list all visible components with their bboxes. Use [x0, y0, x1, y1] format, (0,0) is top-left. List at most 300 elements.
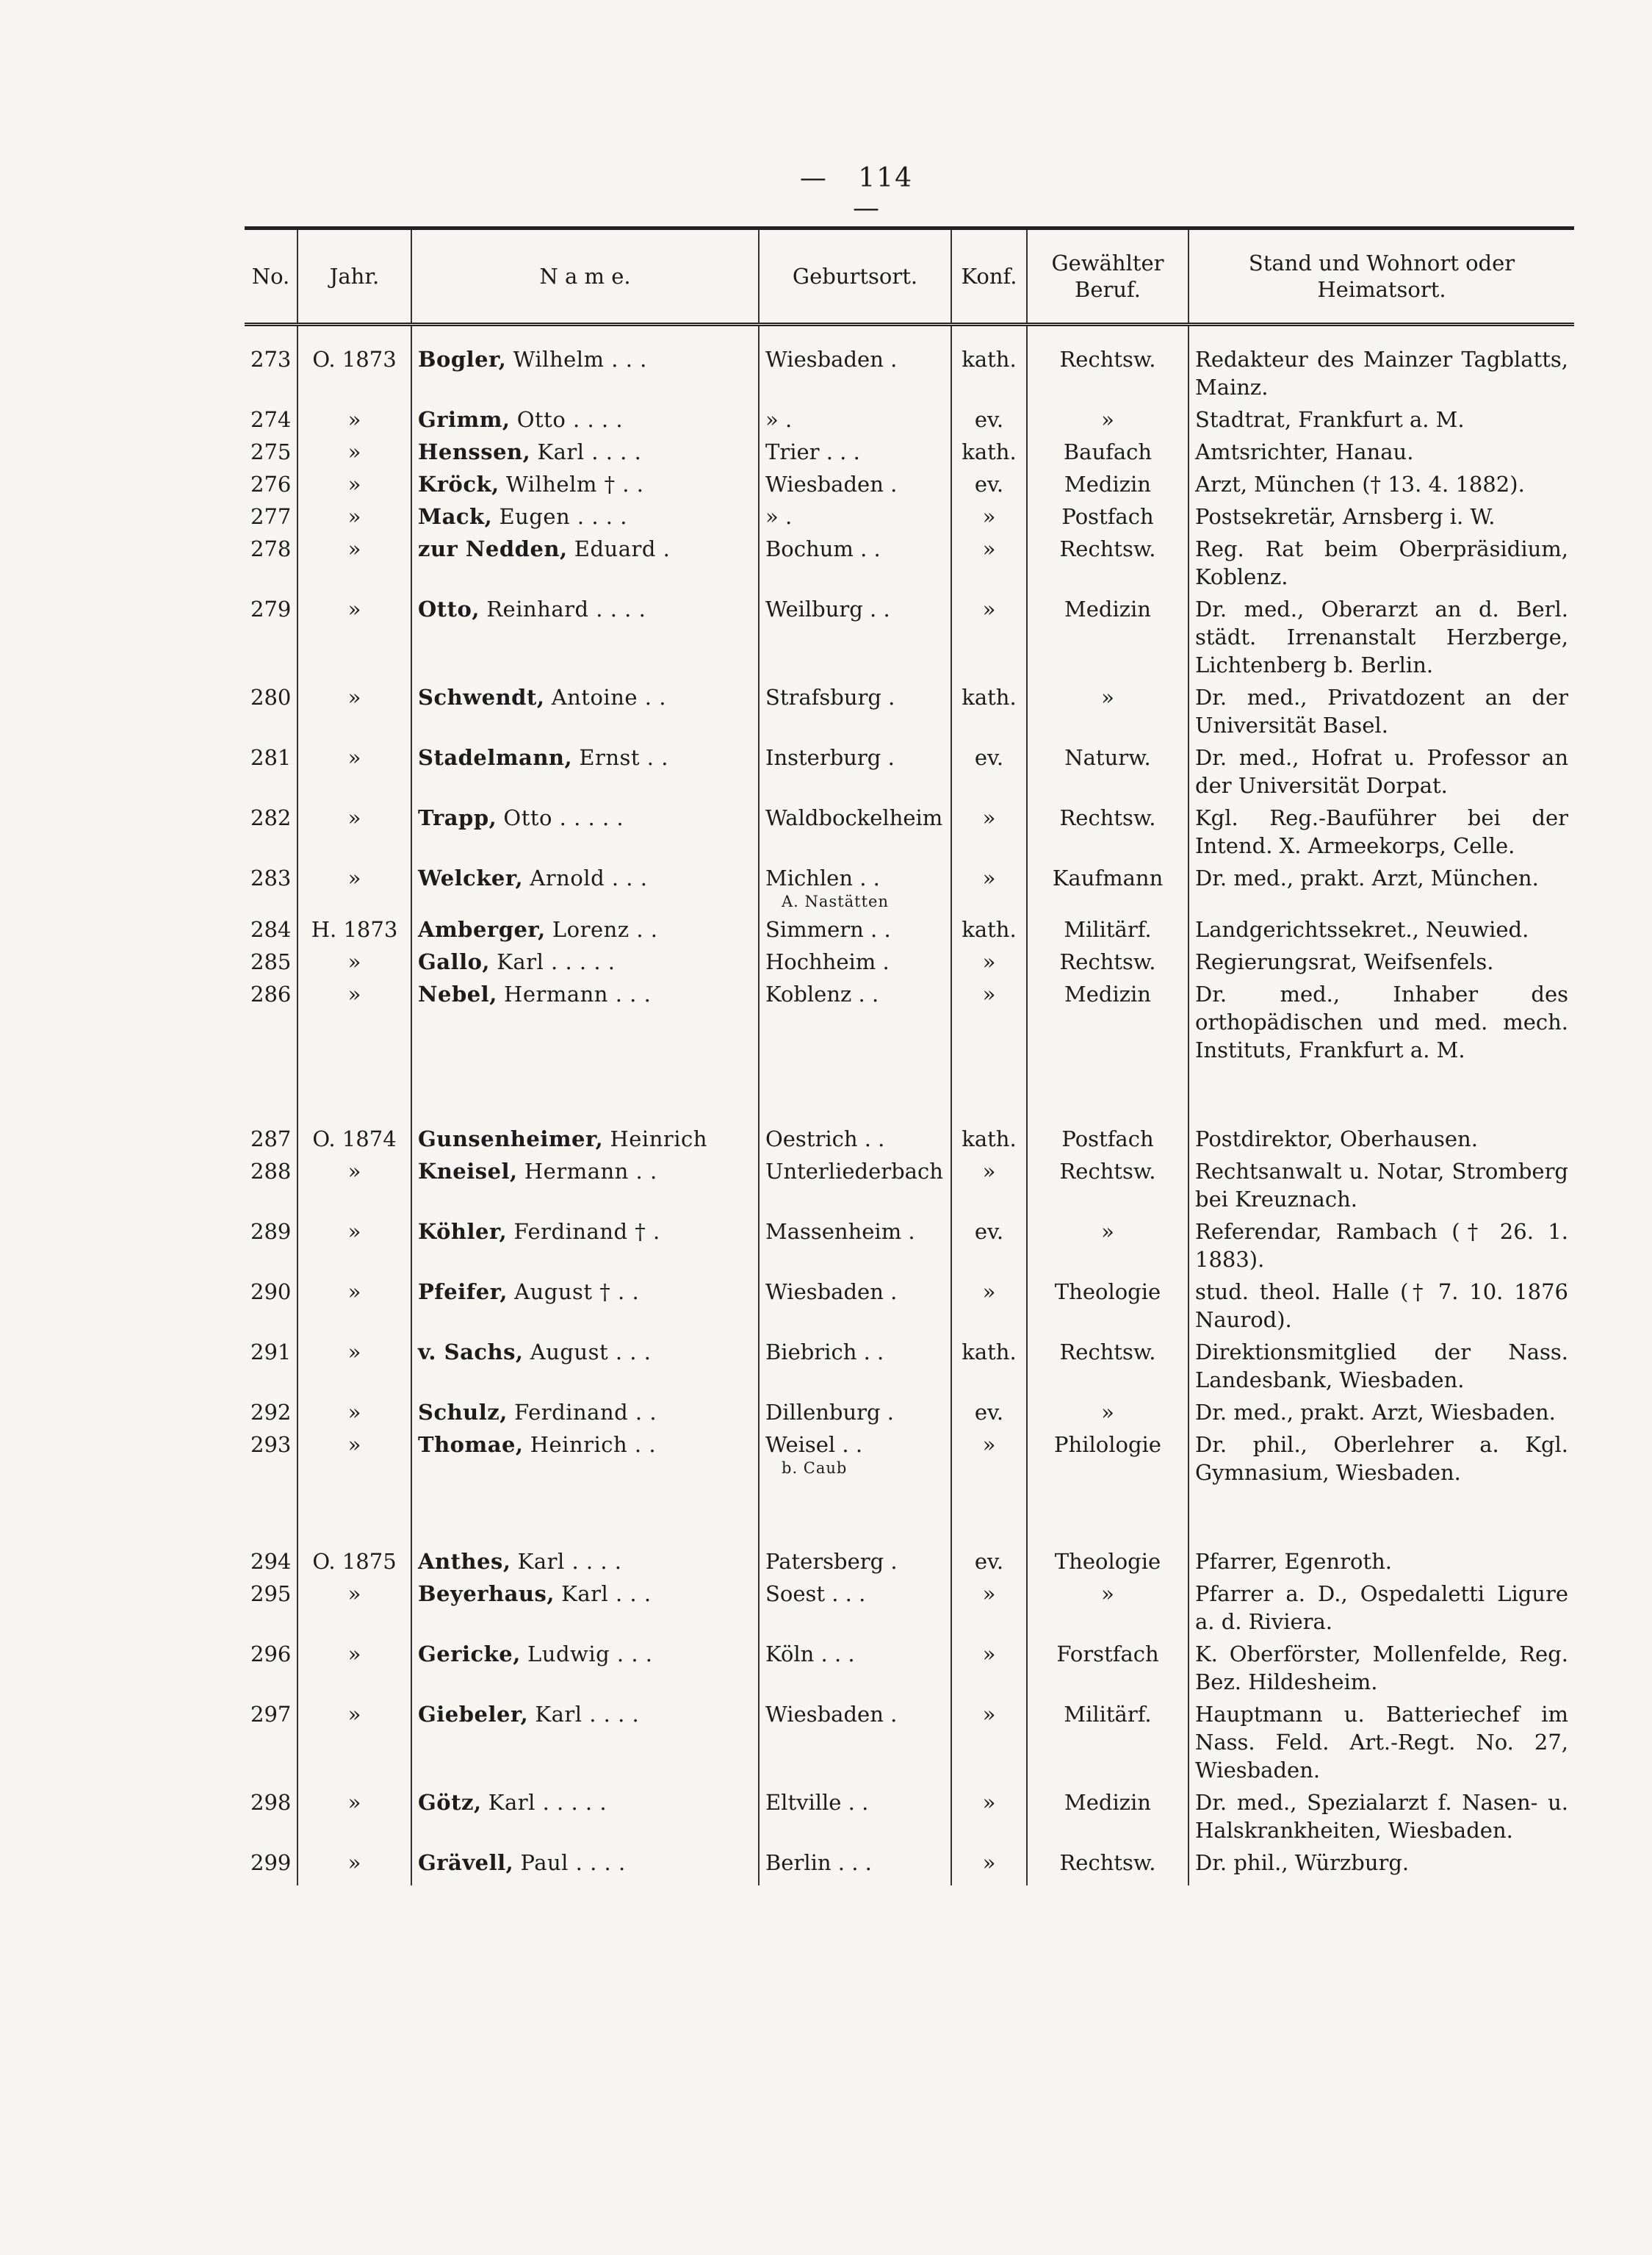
- cell-jahr: »: [297, 500, 411, 533]
- cell-name: [411, 500, 759, 533]
- given-name: Antoine . .: [551, 685, 666, 710]
- cell-jahr: »: [297, 1336, 411, 1396]
- geburtsort-text: Strafsburg .: [765, 685, 895, 710]
- geburtsort-text: Hochheim .: [765, 949, 890, 974]
- given-name: Ludwig . . .: [527, 1641, 653, 1666]
- cell-name: [411, 978, 759, 1066]
- given-name: Wilhelm † . .: [505, 472, 644, 497]
- cell-beruf: »: [1027, 1215, 1188, 1276]
- cell-no: 292: [250, 1400, 292, 1425]
- cell-name: [411, 325, 759, 404]
- cell-stand: stud. theol. Halle († 7. 10. 1876 Naurod).: [1188, 1276, 1574, 1336]
- header-name: N a m e.: [411, 229, 759, 325]
- cell-konf: »: [951, 1276, 1027, 1336]
- cell-konf: »: [951, 1846, 1027, 1885]
- cell-geburtsort: [759, 436, 951, 468]
- given-name: Karl . . . . .: [488, 1790, 607, 1815]
- cell-name: [411, 1786, 759, 1846]
- cell-beruf: Medizin: [1027, 468, 1188, 500]
- cell-name: [411, 1066, 759, 1155]
- cell-konf: »: [951, 1428, 1027, 1489]
- cell-geburtsort: [759, 913, 951, 946]
- given-name: Otto . . . . .: [503, 805, 624, 830]
- cell-geburtsort: [759, 1489, 951, 1578]
- cell-name: [411, 913, 759, 946]
- surname: Otto,: [418, 597, 480, 622]
- cell-jahr: »: [297, 533, 411, 593]
- cell-beruf: Medizin: [1027, 1786, 1188, 1846]
- cell-name: [411, 468, 759, 500]
- cell-jahr: H. 1873: [297, 913, 411, 946]
- surname: Pfeifer,: [418, 1279, 508, 1304]
- surname: Schwendt,: [418, 685, 545, 710]
- cell-konf: kath.: [951, 681, 1027, 741]
- cell-no: 282: [250, 805, 292, 830]
- cell-konf: »: [951, 946, 1027, 978]
- cell-stand: Hauptmann u. Batteriechef im Nass. Feld. Art.-Regt. No. 27, Wiesbaden.: [1188, 1698, 1574, 1786]
- given-name: Eduard .: [574, 536, 671, 561]
- cell-geburtsort: [759, 1215, 951, 1276]
- cell-stand: Dr. phil., Würzburg.: [1188, 1846, 1574, 1885]
- table-row: [245, 1336, 1574, 1396]
- table-row: [245, 325, 1574, 404]
- cell-no: 281: [250, 745, 292, 770]
- given-name: Karl . . .: [561, 1581, 652, 1606]
- cell-konf: kath.: [951, 436, 1027, 468]
- cell-konf: ev.: [951, 468, 1027, 500]
- table-row: [245, 1786, 1574, 1846]
- surname: Köhler,: [418, 1219, 508, 1244]
- page-number-value: 114: [858, 163, 914, 193]
- cell-stand: Dr. med., Hofrat u. Professor an der Universität Dorpat.: [1188, 741, 1574, 802]
- table-row: [245, 978, 1574, 1066]
- given-name: August † . .: [514, 1279, 640, 1304]
- cell-no: 278: [250, 536, 292, 561]
- cell-no: 274: [250, 407, 292, 432]
- given-name: Hermann . . .: [504, 982, 652, 1007]
- page-number: [793, 163, 940, 223]
- cell-no: 285: [250, 949, 292, 974]
- geburtsort-text: Oestrich . .: [765, 1126, 885, 1151]
- cell-name: [411, 1578, 759, 1638]
- surname: Kröck,: [418, 472, 499, 497]
- cell-jahr: »: [297, 802, 411, 862]
- cell-stand: Referendar, Rambach († 26. 1. 1883).: [1188, 1215, 1574, 1276]
- geburtsort-text: Simmern . .: [765, 917, 891, 942]
- header-stand: Stand und Wohnort oder Heimatsort.: [1188, 229, 1574, 325]
- given-name: Ferdinand . .: [514, 1400, 657, 1425]
- given-name: Karl . . . .: [517, 1549, 622, 1574]
- cell-jahr: »: [297, 1396, 411, 1428]
- cell-stand: Pfarrer, Egenroth.: [1188, 1489, 1574, 1578]
- cell-name: [411, 862, 759, 913]
- cell-beruf: Theologie: [1027, 1276, 1188, 1336]
- cell-geburtsort: [759, 1638, 951, 1698]
- cell-stand: Dr. med., prakt. Arzt, Wiesbaden.: [1188, 1396, 1574, 1428]
- table-row: [245, 946, 1574, 978]
- cell-name: [411, 1396, 759, 1428]
- cell-geburtsort: [759, 1396, 951, 1428]
- cell-stand: Postsekretär, Arnsberg i. W.: [1188, 500, 1574, 533]
- cell-stand: Redakteur des Mainzer Tagblatts, Mainz.: [1188, 325, 1574, 404]
- cell-jahr: »: [297, 1846, 411, 1885]
- cell-geburtsort: [759, 802, 951, 862]
- geburtsort-text: Biebrich . .: [765, 1339, 884, 1364]
- table-row: [245, 1846, 1574, 1885]
- cell-name: [411, 1638, 759, 1698]
- cell-geburtsort: [759, 1066, 951, 1155]
- table-row: [245, 533, 1574, 593]
- cell-stand: Dr. med., Privatdozent an der Universität Basel.: [1188, 681, 1574, 741]
- cell-stand: Rechtsanwalt u. Notar, Stromberg bei Kreuznach.: [1188, 1155, 1574, 1215]
- cell-no: 277: [250, 504, 292, 529]
- surname: Gallo,: [418, 949, 491, 974]
- surname: Trapp,: [418, 805, 497, 830]
- cell-konf: ev.: [951, 1489, 1027, 1578]
- cell-geburtsort: [759, 978, 951, 1066]
- cell-jahr: »: [297, 741, 411, 802]
- surname: Amberger,: [418, 917, 546, 942]
- surname: Anthes,: [418, 1549, 511, 1574]
- cell-no: 286: [250, 982, 292, 1007]
- given-name: Eugen . . . .: [499, 504, 627, 529]
- cell-jahr: »: [297, 946, 411, 978]
- geburtsort-text: Weilburg . .: [765, 597, 890, 622]
- cell-jahr: O. 1873: [297, 325, 411, 404]
- cell-geburtsort: [759, 468, 951, 500]
- cell-stand: Dr. phil., Oberlehrer a. Kgl. Gymnasium, Wiesbaden.: [1188, 1428, 1574, 1489]
- cell-beruf: Rechtsw.: [1027, 325, 1188, 404]
- cell-no: 283: [250, 866, 292, 891]
- cell-stand: K. Oberförster, Mollenfelde, Reg. Bez. Hildesheim.: [1188, 1638, 1574, 1698]
- table-row: [245, 1638, 1574, 1698]
- geburtsort-text: Wiesbaden .: [765, 1279, 898, 1304]
- given-name: Paul . . . .: [520, 1850, 626, 1875]
- page-number-dash-left: —: [799, 163, 828, 193]
- cell-geburtsort: [759, 946, 951, 978]
- table-row: [245, 593, 1574, 681]
- cell-name: [411, 1846, 759, 1885]
- cell-geburtsort: [759, 533, 951, 593]
- cell-geburtsort: [759, 593, 951, 681]
- cell-konf: ev.: [951, 403, 1027, 436]
- surname: Götz,: [418, 1790, 482, 1815]
- geburtsort-text: Waldbockelheim: [765, 805, 943, 830]
- cell-geburtsort: [759, 1846, 951, 1885]
- geburtsort-text: Massenheim .: [765, 1219, 915, 1244]
- cell-name: [411, 1698, 759, 1786]
- cell-geburtsort: [759, 500, 951, 533]
- geburtsort-text: Wiesbaden .: [765, 472, 898, 497]
- geburtsort-sub: b. Caub: [782, 1459, 848, 1477]
- cell-konf: »: [951, 1786, 1027, 1846]
- cell-konf: »: [951, 533, 1027, 593]
- cell-beruf: Medizin: [1027, 978, 1188, 1066]
- table-row: [245, 1276, 1574, 1336]
- geburtsort-sub: A. Nastätten: [782, 893, 889, 910]
- cell-beruf: »: [1027, 1578, 1188, 1638]
- cell-no: 275: [250, 439, 292, 464]
- cell-beruf: Philologie: [1027, 1428, 1188, 1489]
- geburtsort-text: Soest . . .: [765, 1581, 866, 1606]
- header-beruf: Gewählter Beruf.: [1027, 229, 1188, 325]
- given-name: Karl . . . .: [537, 439, 642, 464]
- table-row: [245, 403, 1574, 436]
- table-row: [245, 681, 1574, 741]
- cell-stand: Arzt, München († 13. 4. 1882).: [1188, 468, 1574, 500]
- cell-konf: kath.: [951, 1336, 1027, 1396]
- table-row: [245, 741, 1574, 802]
- cell-beruf: »: [1027, 681, 1188, 741]
- cell-konf: ev.: [951, 1396, 1027, 1428]
- cell-geburtsort: [759, 1578, 951, 1638]
- cell-no: 290: [250, 1279, 292, 1304]
- given-name: August . . .: [530, 1339, 652, 1364]
- cell-no: 296: [250, 1641, 292, 1666]
- cell-geburtsort: [759, 1276, 951, 1336]
- table-row: [245, 1428, 1574, 1489]
- given-name: Karl . . . . .: [497, 949, 616, 974]
- surname: Henssen,: [418, 439, 531, 464]
- geburtsort-text: Michlen . .: [765, 866, 880, 891]
- surname: Nebel,: [418, 982, 497, 1007]
- given-name: Reinhard . . . .: [486, 597, 646, 622]
- table-row: [245, 1396, 1574, 1428]
- cell-beruf: Rechtsw.: [1027, 1336, 1188, 1396]
- table-header: [245, 229, 1574, 325]
- cell-jahr: »: [297, 1698, 411, 1786]
- register-table: [245, 226, 1574, 1885]
- table-row: [245, 1155, 1574, 1215]
- cell-beruf: Postfach: [1027, 1066, 1188, 1155]
- table-row: [245, 802, 1574, 862]
- cell-no: 295: [250, 1581, 292, 1606]
- geburtsort-text: Wiesbaden .: [765, 1702, 898, 1727]
- cell-name: [411, 1428, 759, 1489]
- cell-jahr: O. 1874: [297, 1066, 411, 1155]
- cell-geburtsort: [759, 325, 951, 404]
- cell-no: 284: [250, 917, 292, 942]
- cell-stand: Dr. med., Spezialarzt f. Nasen- u. Halskrankheiten, Wiesbaden.: [1188, 1786, 1574, 1846]
- geburtsort-text: Insterburg .: [765, 745, 895, 770]
- given-name: Wilhelm . . .: [513, 347, 647, 372]
- surname: Schulz,: [418, 1400, 508, 1425]
- cell-beruf: Theologie: [1027, 1489, 1188, 1578]
- geburtsort-text: Trier . . .: [765, 439, 860, 464]
- table-row: [245, 913, 1574, 946]
- cell-no: 293: [250, 1432, 292, 1457]
- cell-beruf: Forstfach: [1027, 1638, 1188, 1698]
- cell-geburtsort: [759, 403, 951, 436]
- geburtsort-text: Unterliederbach: [765, 1159, 943, 1184]
- cell-stand: Amtsrichter, Hanau.: [1188, 436, 1574, 468]
- cell-beruf: Medizin: [1027, 593, 1188, 681]
- cell-konf: ev.: [951, 741, 1027, 802]
- table-row: [245, 436, 1574, 468]
- surname: Welcker,: [418, 866, 524, 891]
- geburtsort-text: Bochum . .: [765, 536, 881, 561]
- cell-no: 298: [250, 1790, 292, 1815]
- cell-name: [411, 1155, 759, 1215]
- cell-konf: »: [951, 862, 1027, 913]
- cell-name: [411, 403, 759, 436]
- cell-stand: Dr. med., prakt. Arzt, München.: [1188, 862, 1574, 913]
- cell-no: 287: [250, 1126, 292, 1151]
- cell-jahr: »: [297, 862, 411, 913]
- cell-no: 291: [250, 1339, 292, 1364]
- geburtsort-text: Koblenz . .: [765, 982, 879, 1007]
- geburtsort-text: » .: [765, 407, 793, 432]
- cell-jahr: »: [297, 403, 411, 436]
- cell-konf: »: [951, 500, 1027, 533]
- cell-jahr: »: [297, 681, 411, 741]
- geburtsort-text: Berlin . . .: [765, 1850, 872, 1875]
- cell-konf: ev.: [951, 1215, 1027, 1276]
- given-name: Hermann . .: [524, 1159, 657, 1184]
- cell-konf: »: [951, 1698, 1027, 1786]
- surname: Giebeler,: [418, 1702, 529, 1727]
- cell-name: [411, 1489, 759, 1578]
- surname: Grimm,: [418, 407, 511, 432]
- cell-no: 297: [250, 1702, 292, 1727]
- cell-stand: Dr. med., Inhaber des orthopädischen und med. mech. Instituts, Frankfurt a. M.: [1188, 978, 1574, 1066]
- table-body: [245, 325, 1574, 1886]
- cell-beruf: Rechtsw.: [1027, 1155, 1188, 1215]
- given-name: Heinrich . .: [530, 1432, 657, 1457]
- table-row: [245, 1215, 1574, 1276]
- table-row: [245, 1489, 1574, 1578]
- table-row: [245, 862, 1574, 913]
- cell-jahr: »: [297, 1276, 411, 1336]
- surname: zur Nedden,: [418, 536, 568, 561]
- geburtsort-text: Weisel . .: [765, 1432, 863, 1457]
- geburtsort-text: Eltville . .: [765, 1790, 869, 1815]
- given-name: Arnold . . .: [530, 866, 648, 891]
- cell-no: 288: [250, 1159, 292, 1184]
- cell-konf: »: [951, 802, 1027, 862]
- cell-name: [411, 802, 759, 862]
- cell-name: [411, 741, 759, 802]
- cell-no: 276: [250, 472, 292, 497]
- surname: Stadelmann,: [418, 745, 573, 770]
- surname: Gunsenheimer,: [418, 1126, 604, 1151]
- cell-geburtsort: [759, 1786, 951, 1846]
- cell-geburtsort: [759, 741, 951, 802]
- cell-stand: Dr. med., Oberarzt an d. Berl. städt. Irrenanstalt Herzberge, Lichtenberg b. Berlin.: [1188, 593, 1574, 681]
- cell-konf: »: [951, 978, 1027, 1066]
- cell-stand: Stadtrat, Frankfurt a. M.: [1188, 403, 1574, 436]
- surname: Bogler,: [418, 347, 507, 372]
- cell-stand: Reg. Rat beim Oberpräsidium, Koblenz.: [1188, 533, 1574, 593]
- cell-no: 280: [250, 685, 292, 710]
- cell-name: [411, 1336, 759, 1396]
- cell-geburtsort: [759, 1336, 951, 1396]
- cell-konf: »: [951, 1578, 1027, 1638]
- cell-name: [411, 436, 759, 468]
- cell-konf: »: [951, 593, 1027, 681]
- surname: Thomae,: [418, 1432, 524, 1457]
- surname: Beyerhaus,: [418, 1581, 555, 1606]
- given-name: Ferdinand † .: [513, 1219, 660, 1244]
- cell-beruf: Kaufmann: [1027, 862, 1188, 913]
- cell-konf: »: [951, 1638, 1027, 1698]
- cell-jahr: »: [297, 1786, 411, 1846]
- cell-beruf: Naturw.: [1027, 741, 1188, 802]
- given-name: Lorenz . .: [552, 917, 658, 942]
- surname: Grävell,: [418, 1850, 514, 1875]
- cell-no: 294: [250, 1549, 292, 1574]
- cell-jahr: »: [297, 1578, 411, 1638]
- cell-beruf: Rechtsw.: [1027, 946, 1188, 978]
- cell-beruf: »: [1027, 1396, 1188, 1428]
- given-name: Heinrich: [610, 1126, 707, 1151]
- cell-no: 299: [250, 1850, 292, 1875]
- cell-konf: »: [951, 1155, 1027, 1215]
- cell-stand: Regierungsrat, Weifsenfels.: [1188, 946, 1574, 978]
- cell-jahr: »: [297, 468, 411, 500]
- cell-beruf: »: [1027, 403, 1188, 436]
- surname: v. Sachs,: [418, 1339, 524, 1364]
- cell-name: [411, 533, 759, 593]
- header-no: No.: [245, 229, 297, 325]
- cell-geburtsort: [759, 1155, 951, 1215]
- cell-name: [411, 593, 759, 681]
- cell-jahr: »: [297, 978, 411, 1066]
- table-row: [245, 468, 1574, 500]
- header-jahr: Jahr.: [297, 229, 411, 325]
- cell-jahr: »: [297, 1428, 411, 1489]
- cell-beruf: Rechtsw.: [1027, 802, 1188, 862]
- cell-beruf: Baufach: [1027, 436, 1188, 468]
- page-number-dash-right: —: [853, 193, 881, 223]
- cell-stand: Postdirektor, Oberhausen.: [1188, 1066, 1574, 1155]
- cell-beruf: Rechtsw.: [1027, 1846, 1188, 1885]
- cell-name: [411, 681, 759, 741]
- cell-jahr: »: [297, 1638, 411, 1698]
- cell-geburtsort: [759, 862, 951, 913]
- surname: Mack,: [418, 504, 493, 529]
- cell-jahr: »: [297, 1155, 411, 1215]
- cell-no: 273: [250, 347, 292, 372]
- cell-konf: kath.: [951, 325, 1027, 404]
- cell-jahr: O. 1875: [297, 1489, 411, 1578]
- table-row: [245, 1066, 1574, 1155]
- given-name: Ernst . .: [579, 745, 668, 770]
- geburtsort-text: Patersberg .: [765, 1549, 898, 1574]
- cell-geburtsort: [759, 681, 951, 741]
- cell-beruf: Militärf.: [1027, 1698, 1188, 1786]
- geburtsort-text: » .: [765, 504, 793, 529]
- table-row: [245, 500, 1574, 533]
- cell-geburtsort: [759, 1428, 951, 1489]
- cell-name: [411, 1276, 759, 1336]
- cell-geburtsort: [759, 1698, 951, 1786]
- cell-name: [411, 1215, 759, 1276]
- table-row: [245, 1698, 1574, 1786]
- cell-beruf: Postfach: [1027, 500, 1188, 533]
- cell-beruf: Militärf.: [1027, 913, 1188, 946]
- geburtsort-text: Dillenburg .: [765, 1400, 895, 1425]
- cell-stand: Pfarrer a. D., Ospedaletti Ligure a. d. Riviera.: [1188, 1578, 1574, 1638]
- cell-jahr: »: [297, 436, 411, 468]
- geburtsort-text: Köln . . .: [765, 1641, 855, 1666]
- given-name: Karl . . . .: [535, 1702, 640, 1727]
- surname: Gericke,: [418, 1641, 521, 1666]
- cell-stand: Kgl. Reg.-Bauführer bei der Intend. X. Armeekorps, Celle.: [1188, 802, 1574, 862]
- cell-konf: kath.: [951, 1066, 1027, 1155]
- cell-jahr: »: [297, 593, 411, 681]
- geburtsort-text: Wiesbaden .: [765, 347, 898, 372]
